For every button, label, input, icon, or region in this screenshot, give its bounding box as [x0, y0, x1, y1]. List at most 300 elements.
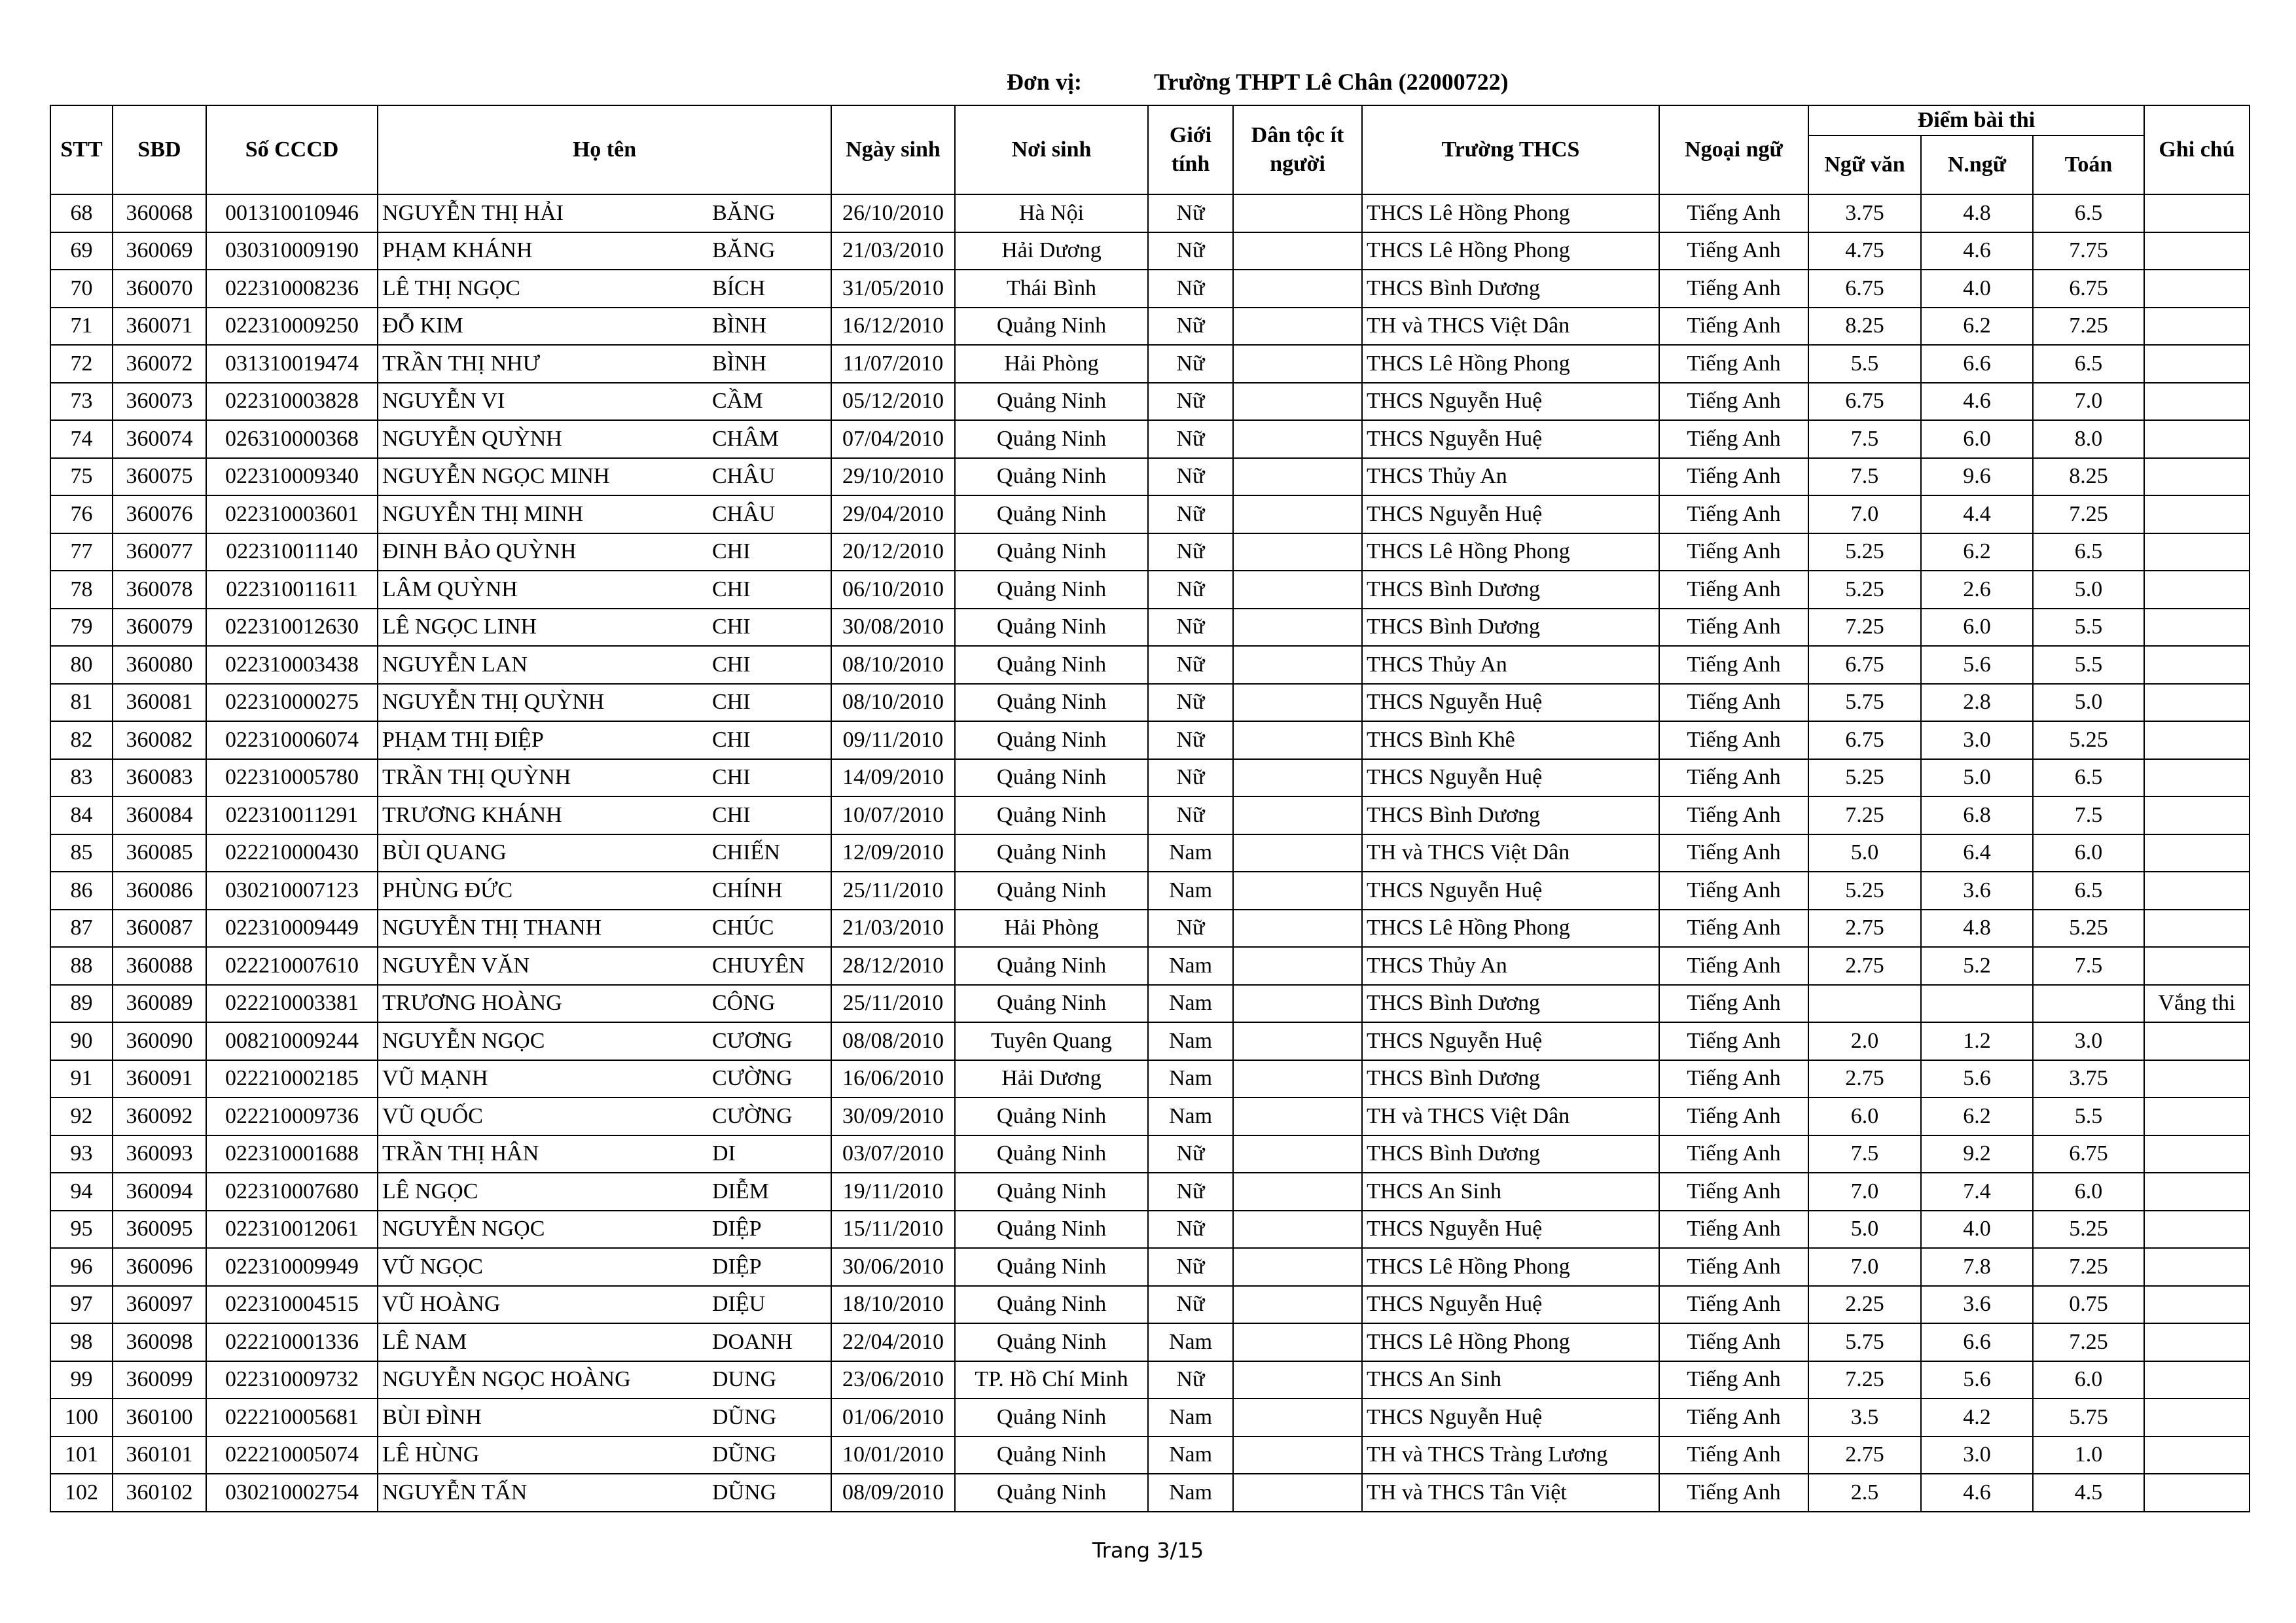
stt-cell: 74	[50, 420, 113, 458]
stt-cell: 94	[50, 1173, 113, 1211]
school-cell: THCS Nguyễn Huệ	[1362, 1286, 1659, 1324]
literature-score-cell: 7.25	[1808, 796, 1921, 834]
birth-place-cell: Hải Phòng	[955, 910, 1148, 948]
given-name-cell: CHIẾN	[708, 834, 831, 872]
gender-cell: Nữ	[1148, 1286, 1233, 1324]
literature-score-cell: 5.0	[1808, 834, 1921, 872]
language-cell: Tiếng Anh	[1659, 646, 1808, 684]
school-cell: TH và THCS Việt Dân	[1362, 1097, 1659, 1135]
gender-cell: Nữ	[1148, 420, 1233, 458]
language-cell: Tiếng Anh	[1659, 721, 1808, 759]
stt-cell: 93	[50, 1135, 113, 1173]
table-row	[50, 383, 2250, 421]
math-score-cell: 7.5	[2033, 947, 2144, 985]
birth-place-cell: Quảng Ninh	[955, 609, 1148, 647]
table-row	[50, 721, 2250, 759]
birth-date-cell: 25/11/2010	[831, 872, 955, 910]
cccd-cell: 022310006074	[206, 721, 378, 759]
birth-date-cell: 12/09/2010	[831, 834, 955, 872]
note-cell	[2144, 609, 2250, 647]
given-name-cell: CHI	[708, 759, 831, 797]
stt-cell: 82	[50, 721, 113, 759]
ethnic-cell	[1233, 609, 1362, 647]
math-score-cell: 3.75	[2033, 1060, 2144, 1098]
given-name-cell: BĂNG	[708, 232, 831, 270]
surname-cell: VŨ NGỌC	[378, 1248, 708, 1286]
stt-cell: 80	[50, 646, 113, 684]
math-score-cell: 5.5	[2033, 609, 2144, 647]
header-ngoai-ngu: Ngoại ngữ	[1659, 105, 1808, 194]
cccd-cell: 022210001336	[206, 1323, 378, 1361]
header-n-ngu: N.ngữ	[1921, 135, 2033, 194]
note-cell	[2144, 646, 2250, 684]
literature-score-cell: 2.25	[1808, 1286, 1921, 1324]
birth-place-cell: Quảng Ninh	[955, 571, 1148, 609]
note-cell	[2144, 308, 2250, 346]
header-ho-ten: Họ tên	[378, 105, 831, 194]
surname-cell: NGUYỄN THỊ THANH	[378, 910, 708, 948]
ethnic-cell	[1233, 345, 1362, 383]
sbd-cell: 360074	[113, 420, 206, 458]
gender-cell: Nam	[1148, 872, 1233, 910]
literature-score-cell: 7.0	[1808, 1248, 1921, 1286]
surname-cell: PHẠM THỊ ĐIỆP	[378, 721, 708, 759]
math-score-cell: 5.0	[2033, 684, 2144, 722]
math-score-cell: 5.0	[2033, 571, 2144, 609]
stt-cell: 99	[50, 1361, 113, 1399]
ethnic-cell	[1233, 194, 1362, 232]
sbd-cell: 360072	[113, 345, 206, 383]
given-name-cell: CƯỜNG	[708, 1060, 831, 1098]
stt-cell: 70	[50, 270, 113, 308]
literature-score-cell: 3.5	[1808, 1399, 1921, 1436]
school-cell: THCS Nguyễn Huệ	[1362, 495, 1659, 533]
birth-date-cell: 05/12/2010	[831, 383, 955, 421]
gender-cell: Nữ	[1148, 533, 1233, 571]
table-row	[50, 1135, 2250, 1173]
note-cell	[2144, 1286, 2250, 1324]
given-name-cell: CƯỜNG	[708, 1097, 831, 1135]
note-cell: Vắng thi	[2144, 985, 2250, 1023]
header-cccd: Số CCCD	[206, 105, 378, 194]
literature-score-cell: 6.75	[1808, 646, 1921, 684]
sbd-cell: 360076	[113, 495, 206, 533]
birth-place-cell: Quảng Ninh	[955, 1436, 1148, 1474]
literature-score-cell: 7.5	[1808, 458, 1921, 496]
note-cell	[2144, 383, 2250, 421]
gender-cell: Nữ	[1148, 910, 1233, 948]
birth-date-cell: 21/03/2010	[831, 910, 955, 948]
cccd-cell: 022310011611	[206, 571, 378, 609]
foreign-language-score-cell: 6.0	[1921, 420, 2033, 458]
birth-date-cell: 09/11/2010	[831, 721, 955, 759]
literature-score-cell: 5.25	[1808, 759, 1921, 797]
ethnic-cell	[1233, 1211, 1362, 1249]
birth-place-cell: Quảng Ninh	[955, 1399, 1148, 1436]
note-cell	[2144, 495, 2250, 533]
birth-place-cell: Quảng Ninh	[955, 872, 1148, 910]
birth-date-cell: 08/09/2010	[831, 1474, 955, 1512]
math-score-cell: 4.5	[2033, 1474, 2144, 1512]
surname-cell: NGUYỄN THỊ HẢI	[378, 194, 708, 232]
school-cell: THCS Bình Dương	[1362, 1135, 1659, 1173]
foreign-language-score-cell: 4.6	[1921, 383, 2033, 421]
gender-cell: Nữ	[1148, 1248, 1233, 1286]
cccd-cell: 030210002754	[206, 1474, 378, 1512]
stt-cell: 90	[50, 1022, 113, 1060]
header-ngay-sinh: Ngày sinh	[831, 105, 955, 194]
foreign-language-score-cell: 2.6	[1921, 571, 2033, 609]
sbd-cell: 360086	[113, 872, 206, 910]
foreign-language-score-cell: 4.0	[1921, 1211, 2033, 1249]
math-score-cell: 5.5	[2033, 646, 2144, 684]
gender-cell: Nữ	[1148, 796, 1233, 834]
gender-cell: Nữ	[1148, 194, 1233, 232]
given-name-cell: BĂNG	[708, 194, 831, 232]
math-score-cell: 3.0	[2033, 1022, 2144, 1060]
sbd-cell: 360075	[113, 458, 206, 496]
math-score-cell: 7.5	[2033, 796, 2144, 834]
given-name-cell: CHÍNH	[708, 872, 831, 910]
birth-date-cell: 31/05/2010	[831, 270, 955, 308]
note-cell	[2144, 1173, 2250, 1211]
language-cell: Tiếng Anh	[1659, 1060, 1808, 1098]
language-cell: Tiếng Anh	[1659, 947, 1808, 985]
stt-cell: 97	[50, 1286, 113, 1324]
cccd-cell: 008210009244	[206, 1022, 378, 1060]
surname-cell: NGUYỄN NGỌC HOÀNG	[378, 1361, 708, 1399]
birth-place-cell: Quảng Ninh	[955, 759, 1148, 797]
unit-value: Trường THPT Lê Chân (22000722)	[1154, 69, 1509, 95]
note-cell	[2144, 1211, 2250, 1249]
table-row	[50, 1436, 2250, 1474]
language-cell: Tiếng Anh	[1659, 834, 1808, 872]
surname-cell: TRƯƠNG HOÀNG	[378, 985, 708, 1023]
language-cell: Tiếng Anh	[1659, 910, 1808, 948]
ethnic-cell	[1233, 458, 1362, 496]
gender-cell: Nữ	[1148, 495, 1233, 533]
ethnic-cell	[1233, 1060, 1362, 1098]
sbd-cell: 360092	[113, 1097, 206, 1135]
ethnic-cell	[1233, 308, 1362, 346]
gender-cell: Nữ	[1148, 232, 1233, 270]
cccd-cell: 022210000430	[206, 834, 378, 872]
cccd-cell: 022310009250	[206, 308, 378, 346]
sbd-cell: 360097	[113, 1286, 206, 1324]
school-cell: THCS Thủy An	[1362, 646, 1659, 684]
school-cell: THCS Nguyễn Huệ	[1362, 759, 1659, 797]
surname-cell: NGUYỄN THỊ MINH	[378, 495, 708, 533]
surname-cell: LÊ NGỌC LINH	[378, 609, 708, 647]
sbd-cell: 360078	[113, 571, 206, 609]
foreign-language-score-cell: 4.4	[1921, 495, 2033, 533]
literature-score-cell: 8.25	[1808, 308, 1921, 346]
stt-cell: 101	[50, 1436, 113, 1474]
birth-date-cell: 08/08/2010	[831, 1022, 955, 1060]
given-name-cell: CHI	[708, 646, 831, 684]
sbd-cell: 360068	[113, 194, 206, 232]
sbd-cell: 360084	[113, 796, 206, 834]
language-cell: Tiếng Anh	[1659, 1022, 1808, 1060]
foreign-language-score-cell: 4.6	[1921, 1474, 2033, 1512]
surname-cell: BÙI ĐÌNH	[378, 1399, 708, 1436]
sbd-cell: 360073	[113, 383, 206, 421]
math-score-cell: 6.75	[2033, 270, 2144, 308]
literature-score-cell: 2.75	[1808, 1060, 1921, 1098]
literature-score-cell: 6.75	[1808, 270, 1921, 308]
school-cell: TH và THCS Việt Dân	[1362, 308, 1659, 346]
table-row	[50, 1248, 2250, 1286]
stt-cell: 81	[50, 684, 113, 722]
language-cell: Tiếng Anh	[1659, 1361, 1808, 1399]
birth-place-cell: Hải Dương	[955, 1060, 1148, 1098]
surname-cell: BÙI QUANG	[378, 834, 708, 872]
birth-date-cell: 10/01/2010	[831, 1436, 955, 1474]
gender-cell: Nam	[1148, 1474, 1233, 1512]
note-cell	[2144, 1248, 2250, 1286]
math-score-cell: 6.5	[2033, 345, 2144, 383]
foreign-language-score-cell: 6.2	[1921, 308, 2033, 346]
birth-place-cell: Tuyên Quang	[955, 1022, 1148, 1060]
stt-cell: 85	[50, 834, 113, 872]
math-score-cell: 6.5	[2033, 194, 2144, 232]
header-toan: Toán	[2033, 135, 2144, 194]
literature-score-cell: 2.75	[1808, 947, 1921, 985]
stt-cell: 102	[50, 1474, 113, 1512]
school-cell: THCS Bình Dương	[1362, 609, 1659, 647]
birth-date-cell: 03/07/2010	[831, 1135, 955, 1173]
note-cell	[2144, 1399, 2250, 1436]
sbd-cell: 360070	[113, 270, 206, 308]
literature-score-cell: 7.0	[1808, 1173, 1921, 1211]
stt-cell: 100	[50, 1399, 113, 1436]
table-row	[50, 684, 2250, 722]
surname-cell: PHÙNG ĐỨC	[378, 872, 708, 910]
surname-cell: TRẦN THỊ QUỲNH	[378, 759, 708, 797]
surname-cell: TRƯƠNG KHÁNH	[378, 796, 708, 834]
given-name-cell: DIỄM	[708, 1173, 831, 1211]
surname-cell: VŨ QUỐC	[378, 1097, 708, 1135]
sbd-cell: 360091	[113, 1060, 206, 1098]
language-cell: Tiếng Anh	[1659, 684, 1808, 722]
given-name-cell: DŨNG	[708, 1436, 831, 1474]
sbd-cell: 360085	[113, 834, 206, 872]
language-cell: Tiếng Anh	[1659, 270, 1808, 308]
table-row	[50, 571, 2250, 609]
given-name-cell: DIỆP	[708, 1248, 831, 1286]
math-score-cell: 5.25	[2033, 910, 2144, 948]
school-cell: THCS Bình Dương	[1362, 796, 1659, 834]
birth-place-cell: Quảng Ninh	[955, 1286, 1148, 1324]
cccd-cell: 022310009340	[206, 458, 378, 496]
birth-date-cell: 29/04/2010	[831, 495, 955, 533]
sbd-cell: 360101	[113, 1436, 206, 1474]
school-cell: THCS Bình Khê	[1362, 721, 1659, 759]
birth-place-cell: Quảng Ninh	[955, 796, 1148, 834]
birth-place-cell: Quảng Ninh	[955, 383, 1148, 421]
ethnic-cell	[1233, 834, 1362, 872]
gender-cell: Nữ	[1148, 458, 1233, 496]
birth-place-cell: Quảng Ninh	[955, 721, 1148, 759]
birth-date-cell: 30/06/2010	[831, 1248, 955, 1286]
school-cell: THCS Nguyễn Huệ	[1362, 872, 1659, 910]
birth-place-cell: Thái Bình	[955, 270, 1148, 308]
literature-score-cell	[1808, 985, 1921, 1023]
table-row	[50, 759, 2250, 797]
header-gioi-tinh: Giới tính	[1148, 105, 1233, 194]
given-name-cell: CHI	[708, 533, 831, 571]
ethnic-cell	[1233, 1135, 1362, 1173]
school-cell: THCS Lê Hồng Phong	[1362, 1323, 1659, 1361]
given-name-cell: CHÂM	[708, 420, 831, 458]
ethnic-cell	[1233, 270, 1362, 308]
ethnic-cell	[1233, 796, 1362, 834]
ethnic-cell	[1233, 947, 1362, 985]
birth-date-cell: 16/12/2010	[831, 308, 955, 346]
foreign-language-score-cell: 9.6	[1921, 458, 2033, 496]
birth-place-cell: Quảng Ninh	[955, 947, 1148, 985]
unit-label: Đơn vị:	[1007, 69, 1082, 95]
cccd-cell: 022210002185	[206, 1060, 378, 1098]
header-dan-toc: Dân tộc ít người	[1233, 105, 1362, 194]
birth-date-cell: 30/08/2010	[831, 609, 955, 647]
note-cell	[2144, 270, 2250, 308]
surname-cell: LÊ HÙNG	[378, 1436, 708, 1474]
given-name-cell: DI	[708, 1135, 831, 1173]
unit-line	[1007, 68, 1509, 96]
given-name-cell: CHÂU	[708, 495, 831, 533]
ethnic-cell	[1233, 1286, 1362, 1324]
given-name-cell: CƯƠNG	[708, 1022, 831, 1060]
math-score-cell: 7.0	[2033, 383, 2144, 421]
foreign-language-score-cell: 6.2	[1921, 1097, 2033, 1135]
literature-score-cell: 7.0	[1808, 495, 1921, 533]
math-score-cell: 6.5	[2033, 533, 2144, 571]
birth-date-cell: 21/03/2010	[831, 232, 955, 270]
language-cell: Tiếng Anh	[1659, 1286, 1808, 1324]
language-cell: Tiếng Anh	[1659, 383, 1808, 421]
gender-cell: Nữ	[1148, 383, 1233, 421]
table-row	[50, 1211, 2250, 1249]
cccd-cell: 022310007680	[206, 1173, 378, 1211]
birth-place-cell: Quảng Ninh	[955, 684, 1148, 722]
given-name-cell: CHUYÊN	[708, 947, 831, 985]
cccd-cell: 022310012630	[206, 609, 378, 647]
birth-place-cell: Quảng Ninh	[955, 420, 1148, 458]
ethnic-cell	[1233, 985, 1362, 1023]
gender-cell: Nữ	[1148, 270, 1233, 308]
cccd-cell: 001310010946	[206, 194, 378, 232]
language-cell: Tiếng Anh	[1659, 420, 1808, 458]
table-row	[50, 1361, 2250, 1399]
language-cell: Tiếng Anh	[1659, 533, 1808, 571]
given-name-cell: BÌNH	[708, 345, 831, 383]
cccd-cell: 022310009449	[206, 910, 378, 948]
ethnic-cell	[1233, 1361, 1362, 1399]
birth-date-cell: 07/04/2010	[831, 420, 955, 458]
gender-cell: Nam	[1148, 1022, 1233, 1060]
language-cell: Tiếng Anh	[1659, 1248, 1808, 1286]
gender-cell: Nam	[1148, 1323, 1233, 1361]
cccd-cell: 030310009190	[206, 232, 378, 270]
literature-score-cell: 2.5	[1808, 1474, 1921, 1512]
foreign-language-score-cell: 6.6	[1921, 1323, 2033, 1361]
language-cell: Tiếng Anh	[1659, 1097, 1808, 1135]
birth-place-cell: Hải Phòng	[955, 345, 1148, 383]
ethnic-cell	[1233, 1436, 1362, 1474]
cccd-cell: 022310003438	[206, 646, 378, 684]
cccd-cell: 022310004515	[206, 1286, 378, 1324]
sbd-cell: 360102	[113, 1474, 206, 1512]
birth-place-cell: Quảng Ninh	[955, 1248, 1148, 1286]
stt-cell: 71	[50, 308, 113, 346]
given-name-cell: BÌNH	[708, 308, 831, 346]
language-cell: Tiếng Anh	[1659, 1135, 1808, 1173]
literature-score-cell: 2.0	[1808, 1022, 1921, 1060]
note-cell	[2144, 1436, 2250, 1474]
header-ngu-van: Ngữ văn	[1808, 135, 1921, 194]
foreign-language-score-cell: 5.0	[1921, 759, 2033, 797]
ethnic-cell	[1233, 383, 1362, 421]
literature-score-cell: 6.75	[1808, 721, 1921, 759]
ethnic-cell	[1233, 1097, 1362, 1135]
language-cell: Tiếng Anh	[1659, 872, 1808, 910]
math-score-cell: 8.25	[2033, 458, 2144, 496]
sbd-cell: 360083	[113, 759, 206, 797]
gender-cell: Nữ	[1148, 1173, 1233, 1211]
surname-cell: VŨ MẠNH	[378, 1060, 708, 1098]
note-cell	[2144, 571, 2250, 609]
birth-date-cell: 23/06/2010	[831, 1361, 955, 1399]
surname-cell: LÂM QUỲNH	[378, 571, 708, 609]
surname-cell: NGUYỄN NGỌC MINH	[378, 458, 708, 496]
stt-cell: 83	[50, 759, 113, 797]
birth-date-cell: 01/06/2010	[831, 1399, 955, 1436]
school-cell: THCS Nguyễn Huệ	[1362, 684, 1659, 722]
birth-date-cell: 19/11/2010	[831, 1173, 955, 1211]
foreign-language-score-cell: 7.4	[1921, 1173, 2033, 1211]
note-cell	[2144, 759, 2250, 797]
note-cell	[2144, 232, 2250, 270]
school-cell: THCS An Sinh	[1362, 1173, 1659, 1211]
table-row	[50, 910, 2250, 948]
gender-cell: Nam	[1148, 834, 1233, 872]
gender-cell: Nữ	[1148, 345, 1233, 383]
table-row	[50, 834, 2250, 872]
given-name-cell: DIỆP	[708, 1211, 831, 1249]
school-cell: THCS Nguyễn Huệ	[1362, 420, 1659, 458]
ethnic-cell	[1233, 910, 1362, 948]
cccd-cell: 026310000368	[206, 420, 378, 458]
foreign-language-score-cell: 5.6	[1921, 1361, 2033, 1399]
note-cell	[2144, 1361, 2250, 1399]
math-score-cell: 6.5	[2033, 872, 2144, 910]
school-cell: TH và THCS Tân Việt	[1362, 1474, 1659, 1512]
school-cell: THCS Thủy An	[1362, 458, 1659, 496]
birth-place-cell: Quảng Ninh	[955, 1323, 1148, 1361]
foreign-language-score-cell: 6.2	[1921, 533, 2033, 571]
gender-cell: Nam	[1148, 1436, 1233, 1474]
table-row	[50, 646, 2250, 684]
table-row	[50, 458, 2250, 496]
ethnic-cell	[1233, 872, 1362, 910]
literature-score-cell: 5.25	[1808, 533, 1921, 571]
birth-date-cell: 14/09/2010	[831, 759, 955, 797]
school-cell: THCS Lê Hồng Phong	[1362, 533, 1659, 571]
foreign-language-score-cell: 3.0	[1921, 721, 2033, 759]
literature-score-cell: 5.25	[1808, 872, 1921, 910]
math-score-cell	[2033, 985, 2144, 1023]
